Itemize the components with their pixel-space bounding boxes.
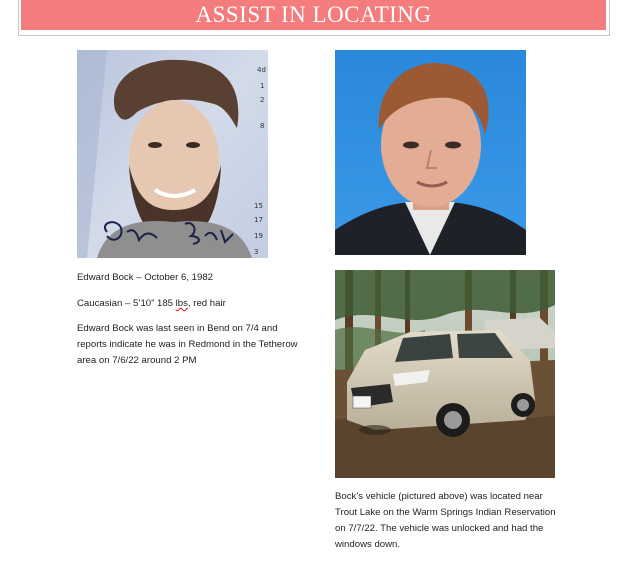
physical-description-suffix: , red hair — [187, 298, 226, 309]
vehicle-photo — [335, 270, 555, 478]
license-digit: 4d — [257, 66, 266, 74]
license-digit: 8 — [260, 122, 265, 130]
page-border-right — [609, 0, 610, 36]
physical-description — [77, 296, 317, 312]
vehicle-photo-image — [335, 270, 555, 478]
license-photo-image — [77, 50, 268, 258]
license-digit: 15 — [254, 202, 263, 210]
name-and-dob: Edward Bock – October 6, 1982 — [77, 272, 213, 283]
physical-description-lbs: lbs — [175, 298, 188, 309]
headshot-photo-image — [335, 50, 526, 255]
headshot-photo — [335, 50, 526, 255]
physical-description-prefix: Caucasian – 5’10” 185 — [77, 298, 176, 309]
license-digit: 19 — [254, 232, 263, 240]
vehicle-caption: Bock’s vehicle (pictured above) was located near Trout Lake on the Warm Springs Indian Reservation on 7/7/22. The vehicle was unlocked and had the windows down. — [335, 491, 556, 550]
license-photo — [77, 50, 268, 258]
page-border-bottom — [18, 35, 610, 36]
last-seen-details: Edward Bock was last seen in Bend on 7/4 and reports indicate he was in Redmond in the Tetherow area on 7/6/22 around 2 PM — [77, 323, 298, 366]
header-banner — [21, 0, 606, 30]
license-digit: 17 — [254, 216, 263, 224]
license-digit: 1 — [260, 82, 265, 90]
banner-title: ASSIST IN LOCATING — [195, 2, 432, 27]
license-digit: 3 — [254, 248, 259, 256]
license-digit: 2 — [260, 96, 265, 104]
page-border-left — [18, 0, 19, 36]
